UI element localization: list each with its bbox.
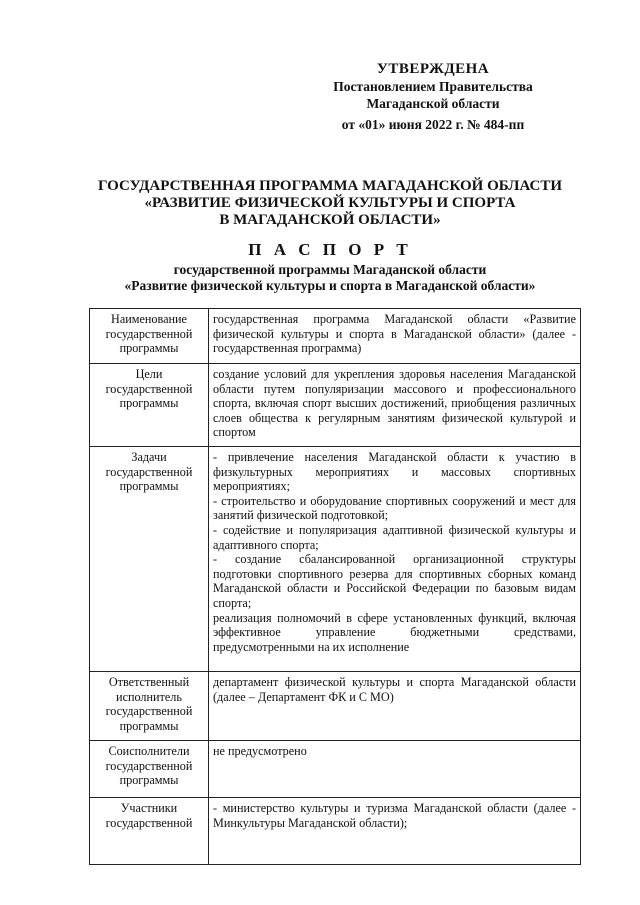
- approval-date: от «01» июня 2022 г. № 484-пп: [341, 117, 525, 132]
- table-row-executor: [90, 672, 581, 741]
- table-row-goals: [90, 364, 581, 447]
- passport-subtitle-line-1: государственной программы Магаданской области: [173, 262, 487, 277]
- passport-heading: П А С П О Р Т: [248, 240, 412, 259]
- row-label: Наименование государственной программы: [90, 309, 209, 364]
- row-label: Задачи государственной программы: [90, 447, 209, 672]
- table-row-participants: [90, 798, 581, 865]
- passport-table: [89, 308, 581, 865]
- passport-subtitle-line-2: «Развитие физической культуры и спорта в Магаданской области»: [124, 278, 536, 293]
- row-label: Участники государственной: [90, 798, 209, 865]
- table-row-name: [90, 309, 581, 364]
- task-item: - строительство и оборудование спортивных сооружений и мест для занятий физической подготовкой;: [213, 493, 576, 523]
- program-title: [60, 178, 600, 229]
- task-item: - привлечение населения Магаданской области к участию в физкультурных мероприятиях и массовых спортивных мероприятиях;: [213, 450, 576, 494]
- task-item: - создание сбалансированной организационной структуры подготовки спортивного резерва для спортивных сборных команд Магаданской области и Российской Федерации по базовым видам спорта;: [213, 552, 576, 610]
- task-item: реализация полномочий в сфере установленных функций, включая эффективное управление бюджетными средствами, предусмотренными на их исполнение: [213, 610, 576, 654]
- program-title-line-2: «РАЗВИТИЕ ФИЗИЧЕСКОЙ КУЛЬТУРЫ И СПОРТА: [144, 195, 516, 211]
- approval-line-2: Магаданской области: [366, 96, 500, 111]
- passport-subtitle: [60, 262, 600, 294]
- row-value: - министерство культуры и туризма Магаданской области (далее - Минкультуры Магаданской области);: [209, 798, 581, 865]
- row-label: Ответственный исполнитель государственной программы: [90, 672, 209, 741]
- row-value: департамент физической культуры и спорта Магаданской области (далее – Департамент ФК и С МО): [209, 672, 581, 741]
- row-value: [209, 447, 581, 672]
- row-label: Соисполнители государственной программы: [90, 741, 209, 798]
- table-row-coexecutors: [90, 741, 581, 798]
- program-title-line-1: ГОСУДАРСТВЕННАЯ ПРОГРАММА МАГАДАНСКОЙ ОБЛАСТИ: [97, 178, 563, 194]
- approval-stamp: [318, 60, 548, 133]
- approval-title: УТВЕРЖДЕНА: [376, 61, 490, 77]
- row-value: не предусмотрено: [209, 741, 581, 798]
- table-row-tasks: [90, 447, 581, 672]
- row-value: создание условий для укрепления здоровья населения Магаданской области путем популяризации массового и профессионального спорта, включая спорт высших достижений, приобщения различных слоев общества к регулярным занятиям физической культурой и спортом: [209, 364, 581, 447]
- row-label: Цели государственной программы: [90, 364, 209, 447]
- program-title-line-3: В МАГАДАНСКОЙ ОБЛАСТИ»: [219, 212, 441, 228]
- row-value: государственная программа Магаданской области «Развитие физической культуры и спорта в Магаданской области» (далее - государственная программа): [209, 309, 581, 364]
- task-item: - содействие и популяризация адаптивной физической культуры и адаптивного спорта;: [213, 522, 576, 552]
- approval-line-1: Постановлением Правительства: [333, 79, 533, 94]
